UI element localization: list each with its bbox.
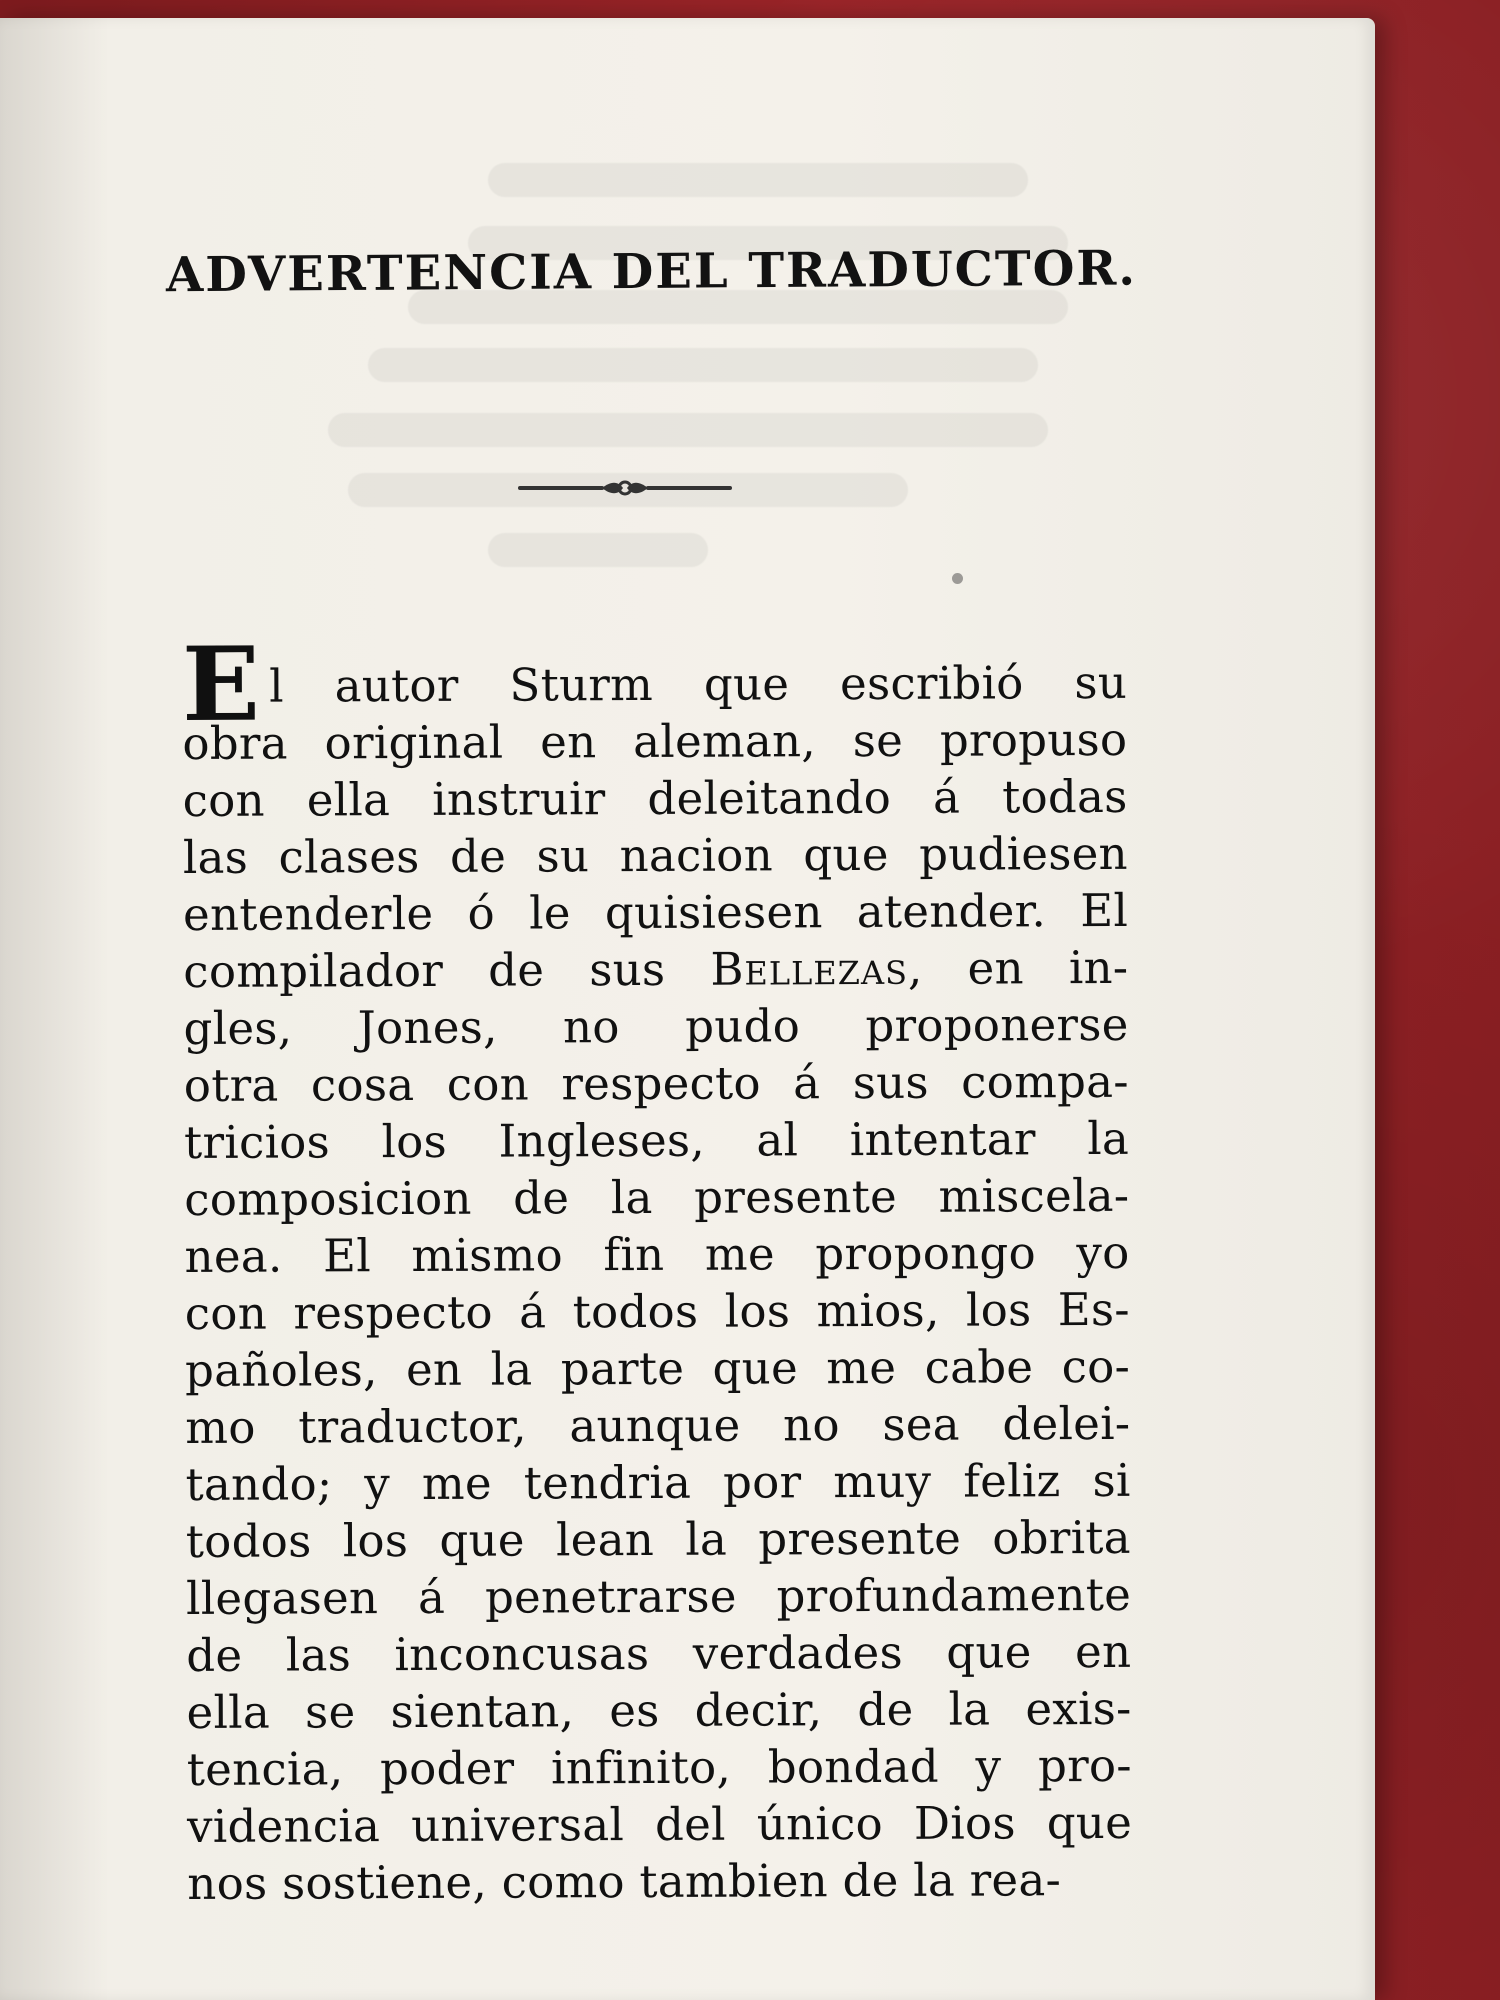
page-title: ADVERTENCIA DEL TRADUCTOR. — [165, 240, 1138, 304]
body-line-3: con ella instruir deleitando á todas — [182, 769, 1128, 827]
bellezas-title: Bellezas — [710, 941, 909, 996]
body-line-2: obra original en aleman, se propuso — [182, 712, 1128, 770]
line6-end: , en in- — [907, 940, 1129, 995]
show-through-line — [488, 533, 708, 567]
body-line-18: de las inconcusas verdades que en — [186, 1624, 1132, 1682]
body-line-17: llegasen á penetrarse profundamente — [185, 1567, 1132, 1625]
body-line-6 — [183, 939, 1128, 1000]
body-line-14: mo traductor, aunque no sea delei- — [185, 1396, 1131, 1454]
body-line-21: videncia universal del único Dios que — [186, 1795, 1133, 1853]
ornament-divider — [510, 471, 740, 505]
body-line-9: tricios los Ingleses, al intentar la — [183, 1111, 1130, 1169]
drop-cap: E — [181, 624, 261, 745]
body-line-11: nea. El mismo fin me propongo yo — [184, 1225, 1130, 1283]
body-line-5: entenderle ó le quisiesen atender. El — [183, 883, 1129, 941]
body-line-22: nos sostiene, como tambien de la rea- — [187, 1853, 1062, 1910]
body-line-16: todos los que lean la presente obrita — [185, 1510, 1131, 1568]
first-line-text: l autor Sturm que escribió su — [269, 655, 1128, 713]
body-line-8: otra cosa con respecto á sus compa- — [183, 1054, 1129, 1112]
show-through-line — [488, 163, 1028, 197]
body-line-10: composicion de la presente miscela- — [184, 1168, 1130, 1226]
show-through-line — [328, 413, 1048, 447]
show-through-text — [165, 18, 1148, 638]
line6-start: compilador de sus — [183, 942, 711, 998]
body-line-7: gles, Jones, no pudo proponerse — [183, 997, 1129, 1055]
body-line-19: ella se sientan, es decir, de la exis- — [186, 1681, 1132, 1739]
show-through-line — [368, 348, 1038, 382]
body-line-4: las clases de su nacion que pudiesen — [182, 826, 1128, 884]
body-text — [181, 624, 1133, 1912]
body-line-15: tando; y me tendria por muy feliz si — [185, 1453, 1131, 1511]
body-line-12: con respecto á todos los mios, los Es- — [184, 1282, 1130, 1340]
ink-mark — [952, 573, 963, 584]
book-page — [0, 18, 1375, 2000]
body-line-20: tencia, poder infinito, bondad y pro- — [186, 1738, 1132, 1796]
body-line-13: pañoles, en la parte que me cabe co- — [184, 1339, 1131, 1397]
